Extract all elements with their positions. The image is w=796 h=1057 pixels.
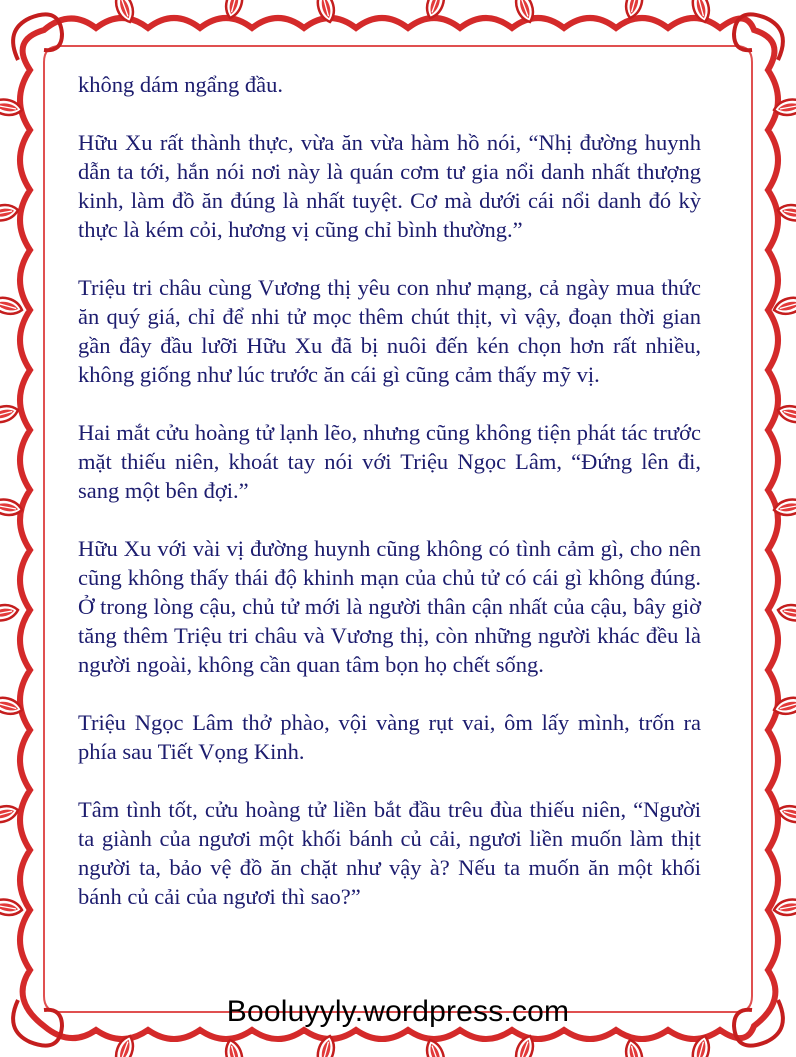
paragraph: Tâm tình tốt, cửu hoàng tử liền bắt đầu trêu đùa thiếu niên, “Người ta giành của ngươi một khối bánh củ cải, ngươi liền muốn làm thịt người ta, bảo vệ đồ ăn chặt như vậy à? Nếu ta muốn ăn một khối bánh củ cải của ngươi thì sao?”	[78, 797, 701, 909]
paragraph: Hai mắt cửu hoàng tử lạnh lẽo, nhưng cũng không tiện phát tác trước mặt thiếu niên, khoát tay nói với Triệu Ngọc Lâm, “Đứng lên đi, sang một bên đợi.”	[78, 420, 701, 503]
story-text	[78, 70, 701, 940]
site-watermark: Booluyyly.wordpress.com	[226, 995, 570, 1028]
paragraph: không dám ngẩng đầu.	[78, 72, 283, 97]
paragraph: Hữu Xu rất thành thực, vừa ăn vừa hàm hồ nói, “Nhị đường huynh dẫn ta tới, hắn nói nơi này là quán cơm tư gia nổi danh nhất thượng kinh, làm đồ ăn đúng là nhất tuyệt. Cơ mà dưới cái nổi danh đó kỳ thực là kém cỏi, hương vị cũng chỉ bình thường.”	[78, 130, 701, 242]
paragraph: Triệu tri châu cùng Vương thị yêu con như mạng, cả ngày mua thức ăn quý giá, chỉ để nhi tử mọc thêm chút thịt, vì vậy, đoạn thời gian gần đây đầu lưỡi Hữu Xu đã bị nuôi đến kén chọn hơn rất nhiều, không giống như lúc trước ăn cái gì cũng cảm thấy mỹ vị.	[78, 275, 701, 387]
paragraph: Hữu Xu với vài vị đường huynh cũng không có tình cảm gì, cho nên cũng không thấy thái độ khinh mạn của chủ tử có cái gì không đúng. Ở trong lòng cậu, chủ tử mới là người thân cận nhất của cậu, bây giờ tăng thêm Triệu tri châu và Vương thị, còn những người khác đều là người ngoài, không cần quan tâm bọn họ chết sống.	[78, 536, 701, 677]
paragraph: Triệu Ngọc Lâm thở phào, vội vàng rụt vai, ôm lấy mình, trốn ra phía sau Tiết Vọng Kinh.	[78, 710, 701, 764]
